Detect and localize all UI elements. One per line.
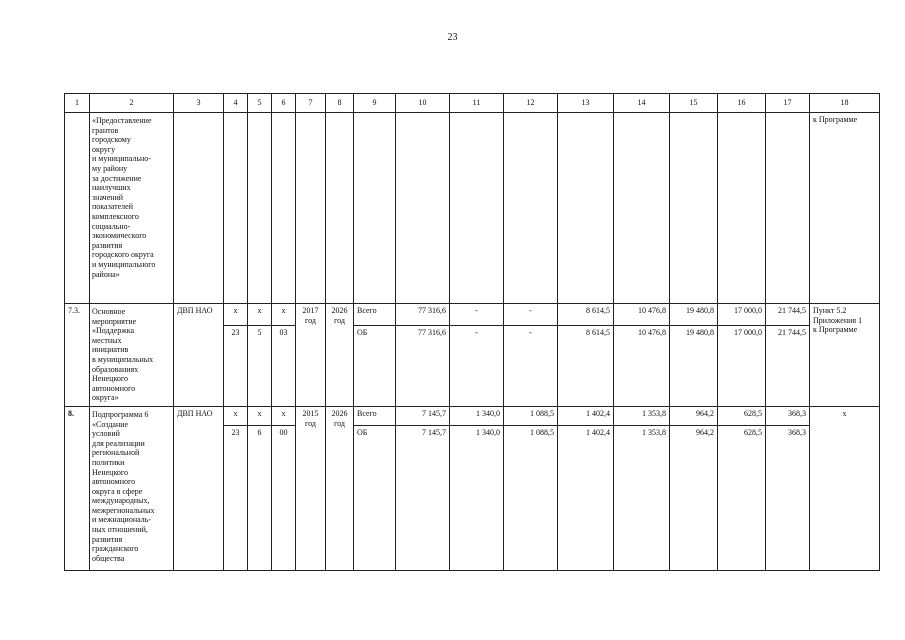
- code-cell: х: [224, 406, 248, 425]
- amount-cell: 1 402,4: [558, 425, 614, 570]
- program-table: [64, 93, 880, 571]
- end-year: 2026 год: [326, 304, 354, 407]
- code-cell: х: [272, 406, 296, 425]
- header-cell: 5: [248, 94, 272, 113]
- amount-cell: 1 353,8: [614, 406, 670, 425]
- row-note: Пункт 5.2 Приложения 1 к Программе: [810, 304, 880, 407]
- row-note: к Программе: [810, 113, 880, 304]
- amount-cell: 7 145,7: [396, 425, 450, 570]
- code-cell: х: [248, 304, 272, 326]
- funding-source: Всего: [354, 406, 396, 425]
- amount-cell: 8 614,5: [558, 326, 614, 407]
- amount-cell: -: [504, 326, 558, 407]
- header-cell: 10: [396, 94, 450, 113]
- end-year: 2026 год: [326, 406, 354, 570]
- code-cell: 00: [272, 425, 296, 570]
- code-cell: х: [224, 304, 248, 326]
- code-cell: 5: [248, 326, 272, 407]
- start-year: 2015 год: [296, 406, 326, 570]
- header-row: [65, 94, 880, 113]
- funding-source: ОБ: [354, 425, 396, 570]
- amount-cell: -: [450, 304, 504, 326]
- header-cell: 15: [670, 94, 718, 113]
- code-cell: 23: [224, 326, 248, 407]
- amount-cell: 8 614,5: [558, 304, 614, 326]
- amount-cell: -: [504, 304, 558, 326]
- header-cell: 14: [614, 94, 670, 113]
- amount-cell: 77 316,6: [396, 326, 450, 407]
- amount-cell: 1 340,0: [450, 425, 504, 570]
- header-cell: 8: [326, 94, 354, 113]
- amount-cell: 964,2: [670, 425, 718, 570]
- header-cell: 3: [174, 94, 224, 113]
- page-number: 23: [447, 32, 458, 43]
- header-cell: 1: [65, 94, 90, 113]
- amount-cell: 628,5: [718, 425, 766, 570]
- amount-cell: 21 744,5: [766, 326, 810, 407]
- amount-cell: 1 353,8: [614, 425, 670, 570]
- table-row: [65, 304, 880, 326]
- header-cell: 11: [450, 94, 504, 113]
- amount-cell: 1 340,0: [450, 406, 504, 425]
- amount-cell: 7 145,7: [396, 406, 450, 425]
- funding-source: Всего: [354, 304, 396, 326]
- amount-cell: 368,3: [766, 406, 810, 425]
- amount-cell: 1 088,5: [504, 406, 558, 425]
- amount-cell: 628,5: [718, 406, 766, 425]
- header-cell: 18: [810, 94, 880, 113]
- amount-cell: 368,3: [766, 425, 810, 570]
- table-row: [65, 113, 880, 304]
- code-cell: х: [272, 304, 296, 326]
- header-cell: 6: [272, 94, 296, 113]
- header-cell: 7: [296, 94, 326, 113]
- header-cell: 17: [766, 94, 810, 113]
- code-cell: 6: [248, 425, 272, 570]
- row-number: 8.: [65, 406, 90, 570]
- start-year: 2017 год: [296, 304, 326, 407]
- header-cell: 2: [90, 94, 174, 113]
- funding-source: ОБ: [354, 326, 396, 407]
- code-cell: 23: [224, 425, 248, 570]
- amount-cell: 10 476,8: [614, 304, 670, 326]
- header-cell: 9: [354, 94, 396, 113]
- header-cell: 12: [504, 94, 558, 113]
- amount-cell: 964,2: [670, 406, 718, 425]
- amount-cell: 17 000,0: [718, 304, 766, 326]
- amount-cell: 21 744,5: [766, 304, 810, 326]
- row-description: Основное мероприятие «Поддержка местных инициатив в муниципальных образованиях Ненецкого автономного округа»: [90, 304, 174, 407]
- amount-cell: 10 476,8: [614, 326, 670, 407]
- row-description: Подпрограмма 6 «Создание условий для реализации региональной политики Ненецкого автономного округа в сфере международных, межрегиональных и межнациональ- ных отношений, развития гражданского общества: [90, 406, 174, 570]
- header-cell: 4: [224, 94, 248, 113]
- amount-cell: -: [450, 326, 504, 407]
- amount-cell: 19 480,8: [670, 304, 718, 326]
- table-row: [65, 406, 880, 425]
- code-cell: х: [248, 406, 272, 425]
- header-cell: 13: [558, 94, 614, 113]
- header-cell: 16: [718, 94, 766, 113]
- row-executor: ДВП НАО: [174, 304, 224, 407]
- row-number: 7.3.: [65, 304, 90, 407]
- row-executor: ДВП НАО: [174, 406, 224, 570]
- code-cell: 03: [272, 326, 296, 407]
- row-note: х: [810, 406, 880, 570]
- amount-cell: 1 402,4: [558, 406, 614, 425]
- row-description: «Предоставление грантов городскому округу и муниципально- му району за достижение наилучших значений показателей комплексного социально- экономического развития городского округа и муниципального района»: [90, 113, 174, 304]
- amount-cell: 77 316,6: [396, 304, 450, 326]
- amount-cell: 19 480,8: [670, 326, 718, 407]
- amount-cell: 1 088,5: [504, 425, 558, 570]
- amount-cell: 17 000,0: [718, 326, 766, 407]
